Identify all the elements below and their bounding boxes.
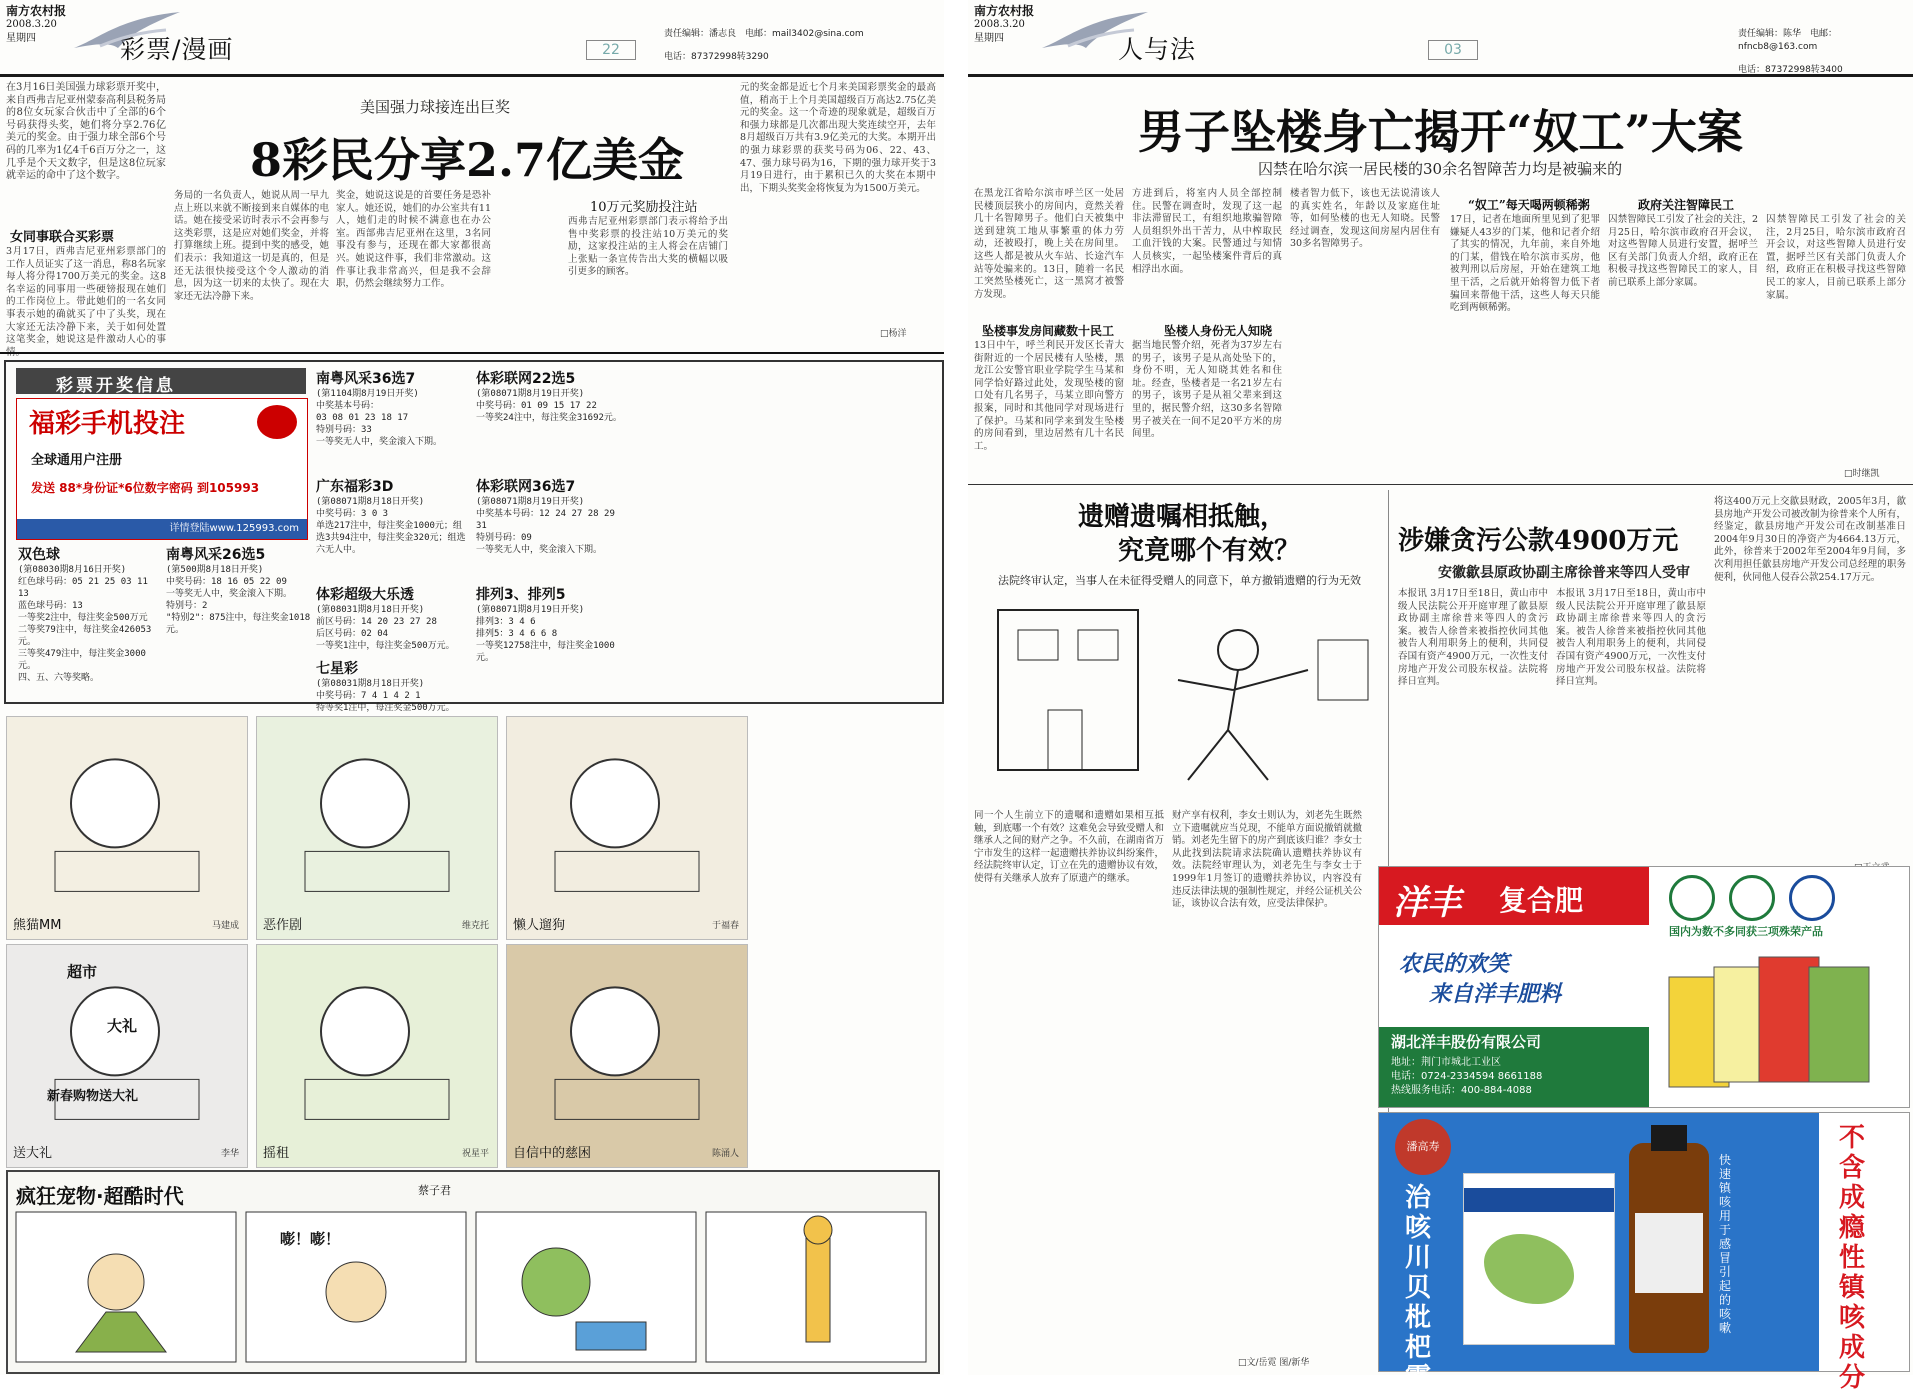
cartoon-title: 送大礼 xyxy=(13,1146,53,1161)
cartoon-title: 恶作剧 xyxy=(263,918,303,933)
will-illustration xyxy=(988,600,1388,800)
page-number: 22 xyxy=(586,40,636,60)
corruption-body-cont: 本报讯 3月17日至18日，黄山市中级人民法院公开开庭审理了歙县原政协副主席徐普来等四人的贪污案。被告人徐普来被指控伙同其他被告人利用职务上的便利，共同侵吞国有资产4900万元，一次性支付房地产开发公司股东权益。法院将择日宣判。 xyxy=(1556,588,1706,688)
strip-title: 疯狂宠物·超酷时代 xyxy=(16,1184,184,1208)
lottery-draw-name: 体彩联网36选7 xyxy=(476,479,576,495)
subhead-colleagues: 女同事联合买彩票 xyxy=(10,230,115,245)
lottery-draw-name: 七星彩 xyxy=(316,661,358,677)
cartoon-panel xyxy=(256,944,498,1168)
strip-speech-bubble: 嘭！嘭！ xyxy=(280,1230,341,1248)
date: 2008.3.20 xyxy=(6,19,57,30)
page-number: 03 xyxy=(1428,40,1478,60)
award-badge-icon xyxy=(1729,875,1775,921)
cartoon-panel xyxy=(256,716,498,940)
cartoon-drawing xyxy=(7,717,247,909)
comic-strip xyxy=(6,1170,940,1374)
cartoon-author: 陈涌人 xyxy=(711,1149,739,1159)
strip-drawing xyxy=(16,1212,930,1364)
medicine-ad xyxy=(1378,1112,1910,1393)
masthead xyxy=(6,4,66,46)
subhead-government: 政府关注智障民工 xyxy=(1638,198,1735,212)
article-title: 8彩民分享2.7亿美金 xyxy=(250,133,685,187)
right-page-header xyxy=(968,0,1913,77)
lottery-title: 彩票开奖信息 xyxy=(56,376,176,396)
byline: □时继凯 xyxy=(1844,469,1880,479)
article-deck: 囚禁在哈尔滨一居民楼的30余名智障苦力均是被骗来的 xyxy=(1258,160,1623,178)
cartoon-author: 祝星平 xyxy=(461,1149,489,1159)
will-body2: 财产享有权利，李女士则认为，刘老先生既然立下遗嘱就应当兑现，不能单方面说撤销就撤销。刘老先生留下的房产到底该归谁？李女士从此找到法院请求法院确认遗赠扶养协议有效。法院经审理认为，刘老先生与李女士于1999年1月签订的遗赠扶养协议，内容没有违反法律法规的强制性规定，并经公证机关公证，该协议合法有效，应受法律保护。 xyxy=(1172,810,1363,910)
fertilizer-slogan1: 农民的欢笑 xyxy=(1399,952,1510,977)
cartoon-sign-text: 大礼 xyxy=(107,1017,138,1035)
cartoon-author: 李华 xyxy=(220,1149,239,1159)
phone-text: 电话：87372998转3290 xyxy=(664,52,769,62)
lottery-draw-name: 南粤风采36选7 xyxy=(316,371,416,387)
welfare-lottery-logo-icon xyxy=(257,405,297,439)
fertilizer-header xyxy=(1379,867,1649,925)
fertilizer-bags-image xyxy=(1669,947,1899,1097)
will-title-line2: 究竟哪个有效？ xyxy=(1118,536,1301,566)
cartoon-author: 于福春 xyxy=(711,921,739,931)
fertilizer-phone: 电话：0724-2334594 8661188 xyxy=(1391,1071,1543,1082)
article-body4: 楼者智力低下，该也无法说清该人的真实姓名，年龄以及家庭住址等，如何坠楼的也无人知晓。民警经过调查，发现这间房屋内居住有30多名智障男子。 xyxy=(1290,188,1440,250)
lottery-header-bar xyxy=(16,368,306,394)
subhead-identity: 坠楼人身份无人知晓 xyxy=(1164,324,1273,338)
section-title: 人与法 xyxy=(1118,35,1197,64)
medicine-note: 快速镇咳 用于感冒引起的咳嗽 xyxy=(1719,1153,1732,1335)
cartoon-panel xyxy=(6,716,248,940)
article-kicker: 美国强力球接连出巨奖 xyxy=(360,98,511,116)
fertilizer-address: 地址：荆门市城北工业区 xyxy=(1391,1057,1501,1068)
lottery-draw-name: 体彩联网22选5 xyxy=(476,371,576,387)
cartoon-title: 摇租 xyxy=(263,1146,290,1161)
cartoon-sign-text: 超市 xyxy=(67,963,98,981)
subhead-porridge: “奴工”每天喝两顿稀粥 xyxy=(1468,198,1590,212)
date: 2008.3.20 xyxy=(974,19,1025,30)
editor-text: 责任编辑：陈华 电邮：nfncb8@163.com xyxy=(1738,29,1838,52)
article-body1: 3月17日，西弗吉尼亚州彩票部门的工作人员证实了这一消息，称8名玩家每人将分得1700万美元的奖金。这8名幸运的同事用一些硬镑报现在她们的工作岗位上。带此她们的一名女同事表示她的确就买了中了头奖，现在大家还无法冷静下来，关于如何处置这笔奖金，她说这是件激动人心的事 xyxy=(6,246,166,346)
left-page-header xyxy=(0,0,944,77)
mobile-ad-title: 福彩手机投注 xyxy=(29,409,186,439)
lottery-draw-info: (第08071期8月19日开奖) 排列3：3 4 6 排列5：3 4 6 6 8 一等奖12758注中，每注奖金1000元。 xyxy=(476,605,615,663)
lottery-draw-name: 双色球 xyxy=(18,547,60,563)
gutter xyxy=(944,0,968,1375)
medicine-brand-logo: 潘高寿 xyxy=(1395,1119,1451,1175)
cartoon-drawing xyxy=(257,945,497,1137)
lottery-info-box xyxy=(4,360,944,713)
editor-text: 责任编辑：潘志良 电邮：mail3402@sina.com xyxy=(664,29,864,39)
mobile-lottery-ad xyxy=(16,398,308,540)
cartoon-author: 维克托 xyxy=(461,921,489,931)
corruption-deck: 安徽歙县原政协副主席徐普来等四人受审 xyxy=(1438,565,1690,581)
cartoon-drawing xyxy=(507,717,747,909)
cartoon-title: 熊猫MM xyxy=(13,918,62,933)
cartoon-author: 马建成 xyxy=(211,921,239,931)
medicine-bottle-image xyxy=(1629,1143,1709,1353)
paper-name: 南方农村报 xyxy=(974,4,1035,18)
article-body6-cont: 囚禁智障民工引发了社会的关注，2月25日，哈尔滨市政府召开会议，对这些智障人员进行安置，据呼兰区有关部门负责人介绍，政府正在积极寻找这些智障民工的家人，目前已联系上部分家属。 xyxy=(1766,214,1906,301)
article-body6: 囚禁智障民工引发了社会的关注，2月25日，哈尔滨市政府召开会议，对这些智障人员进行安置，据呼兰区有关部门负责人介绍，政府正在积极寻找这些智障民工的家人，目前已联系上部分家属。 xyxy=(1608,214,1758,288)
cartoon-panel xyxy=(6,944,248,1168)
article-body1: 13日中午，呼兰利民开发区长青大街附近的一个居民楼有人坠楼，黑龙江公安警官职业学院学生马某和同学恰好路过此处，发现坠楼的窗口处有几名男子，马某立即向警方报案，同时和其他同学对现场进行了保护。马某和同学来到发生坠楼的房间看到，里边居然有几十名民工。 xyxy=(974,340,1124,452)
byline: □杨洋 xyxy=(880,329,907,339)
fertilizer-brand: 洋丰 xyxy=(1393,883,1461,923)
fertilizer-tagline: 国内为数不多同获三项殊荣产品 xyxy=(1669,925,1823,938)
lottery-draw-name: 排列3、排列5 xyxy=(476,587,566,603)
lottery-draw-info: (第08030期8月16日开奖) 红色球号码：05 21 25 03 11 13 蓝色球号码：13 一等奖2注中，每注奖金500万元 二等奖79注中，每注奖金426053元。 三等奖479注中，每注奖金3000元。 四、五、六等奖略。 xyxy=(18,565,152,683)
corruption-body2: 将这400万元上交歙县财政，2005年3月，歙县房地产开发公司被改制为徐普来个人所有，经鉴定，歙县房地产开发公司在改制基准日2004年9月30日的净资产为4664.13万元，此外，徐普来于2002年至2004年9月间，多次利用担任歙县房地产开发公司总经理的职务便利，伙同他人侵吞公款254.17万元。 xyxy=(1714,496,1906,583)
corruption-title: 涉嫌贪污公款4900万元 xyxy=(1398,526,1679,556)
lottery-draw-info: (第1104期8月19日开奖) 中奖基本号码： 03 08 01 23 18 17 特别号码：33 一等奖无人中，奖金滚入下期。 xyxy=(316,389,443,447)
article-body2: 务局的一名负责人，她说从周一早九点上班以来就不断接到来自媒体的电话。她在接受采访时表示不会再参与这类彩票，这是应对她们奖金，并将打算继续上班。提到中奖的感受，她们表示：我知道这一切是真的，但是还无法很快接受这个令人激动的消息，因为这一切来的太快了。现在大家还无法冷静下来。 xyxy=(174,190,329,302)
lottery-draw-info: (第08071期8月19日开奖) 中奖号码：01 09 15 17 22 一等奖24注中，每注奖金31692元。 xyxy=(476,389,622,423)
rule xyxy=(968,484,1913,485)
article-body: 在黑龙江省哈尔滨市呼兰区一处居民楼顶层狭小的房间内，竟然关着几十名智障男子。他们白天被集中送到建筑工地从事繁重的体力劳动，还被殴打，晚上关在房间里。这些人都是被从火车站、长途汽车站等处骗来的。13日，随着一名民工突然坠楼死亡，这一黑窝才被警方发现。 xyxy=(974,188,1124,300)
lottery-draw-info: (第08071期8月18日开奖) 中奖号码：3 0 3 单选217注中，每注奖金1000元；组选3共94注中，每注奖金320元；组选六无人中。 xyxy=(316,497,466,555)
weekday: 星期四 xyxy=(6,33,36,44)
fertilizer-hotline: 热线服务电话：400-884-4088 xyxy=(1391,1085,1532,1096)
article-body3: 奖金，她说这说是的首要任务是恐补家人。她还说，她们的办公室共有11人，她们走的时候不满意也在办公室。西部弗吉尼亚州在这里，3名同事没有参与，还现在都大家都很高兴。她说这件事，我们非常激动。这件事让我非常高兴，但是我不会辞职，仍然会继续努力工作。 xyxy=(336,190,491,290)
lottery-draw-info: (第08031期8月18日开奖) 中奖号码：7 4 1 4 2 1 特等奖1注中，每注奖金500万元。 xyxy=(316,679,455,713)
phone-text: 电话：87372998转3400 xyxy=(1738,65,1843,75)
article-body3: 据当地民警介绍，死者为37岁左右的男子，该男子是从高处坠下的，身份不明，无人知晓其姓名和住址。经查，坠楼者是一名21岁左右的男子，该男子是从祖父辈来到这里的，据民警介绍，这30多名智障男子被关在一间不足20平方米的房间里。 xyxy=(1132,340,1282,440)
lottery-draw-info: (第08071期8月19日开奖) 中奖基本号码：12 24 27 28 29 31 特别号码：09 一等奖无人中，奖金滚入下期。 xyxy=(476,497,615,555)
cartoon-drawing xyxy=(7,945,247,1137)
will-byline: □文/岳霓 图/新华 xyxy=(1238,1358,1310,1368)
editor-line xyxy=(664,28,864,64)
will-title-line1: 遗赠遗嘱相抵触， xyxy=(1078,502,1287,532)
lottery-draw-name: 广东福彩3D xyxy=(316,479,394,495)
cartoon-title: 自信中的慈困 xyxy=(513,1146,592,1161)
article-lead: 在3月16日美国强力球彩票开奖中，来自西弗吉尼亚州蒙泰高利县税务局的8位女玩家合伙击中了全部的6个号码获得头奖，她们将分享2.76亿美元的奖金。由于强力球全部6个号码的几率为1亿4千6百万分之一，这几乎是个天文数字，但是这8位玩家就幸运的命中了这个数字。 xyxy=(6,82,166,182)
lottery-draw-name: 体彩超级大乐透 xyxy=(316,587,414,603)
article-body5: 17日，记者在地面所里见到了犯罪嫌疑人43岁的门某，他和记者介绍了其实的情况，九年前，来自外地的门某，借钱在哈尔滨市买房，他被判刑以后房屋，开始在建筑工地里干活，之后就开始将智力低下者骗回来帮他干活，这些人每天只能吃到两顿稀粥。 xyxy=(1450,214,1600,314)
rule xyxy=(0,352,944,354)
corruption-body: 本报讯 3月17日至18日，黄山市中级人民法院公开开庭审理了歙县原政协副主席徐普来等四人的贪污案。被告人徐普来被指控伙同其他被告人利用职务上的便利，共同侵吞国有资产4900万元，一次性支付房地产开发公司股东权益。法院将择日宣判。 xyxy=(1398,588,1548,688)
lottery-draw-info: (第500期8月18日开奖) 中奖号码：18 16 05 22 09 一等奖无人中，奖金滚入下期。 特别号：2 "特别2"：875注中，每注奖金1018元。 xyxy=(166,565,311,635)
cartoon-sign-text: 新春购物送大礼 xyxy=(47,1089,139,1104)
fertilizer-ad xyxy=(1378,866,1910,1108)
strip-author: 蔡子君 xyxy=(418,1184,451,1197)
medicine-product-vertical: 治咳川贝枇杷露 xyxy=(1405,1183,1432,1393)
weekday: 星期四 xyxy=(974,33,1004,44)
cartoon-panel xyxy=(506,716,748,940)
mobile-ad-line1: 全球通用户注册 xyxy=(31,453,123,468)
article-body4: 西弗吉尼亚州彩票部门表示将给予出售中奖彩票的投注站10万美元的奖励，这家投注站的主人将会在店铺门上张贴一条宣传告出大奖的横幅以吸引更多的顾客。 xyxy=(568,216,728,278)
article-body5: 元的奖金都是近七个月来美国彩票奖金的最高值，稍高于上个月美国超级百万高达2.75亿美元的奖金。这一个奇迹的现象就是，超级百万和强力球都是几次都出现大奖连续空开，去年8月超级百万共有3.9亿美元的大奖。本期开出的强力球彩票的获奖号码为06、22、43、47、强力球号码为16，下期的强力球开奖于3月19日进行，由于累积已久的大奖在本期中出，下期头奖奖金将恢复为为1500万美元。 xyxy=(740,82,936,194)
subhead-room: 坠楼事发房间藏数十民工 xyxy=(982,324,1115,338)
cartoon-panel xyxy=(506,944,748,1168)
paper-name: 南方农村报 xyxy=(6,4,67,18)
cartoon-drawing xyxy=(257,717,497,909)
medicine-slogan: 不含成瘾性镇咳成分 xyxy=(1839,1123,1866,1393)
article-title: 男子坠楼身亡揭开“奴工”大案 xyxy=(1138,105,1743,159)
left-page xyxy=(0,0,944,1375)
cartoon-drawing xyxy=(507,945,747,1137)
mobile-ad-line2: 发送 88*身份证*6位数字密码 到105993 xyxy=(31,481,260,495)
right-page xyxy=(968,0,1913,1393)
will-deck: 法院终审认定，当事人在未征得受赠人的同意下，单方撤销遗赠的行为无效 xyxy=(998,574,1361,587)
will-body: 同一个人生前立下的遗嘱和遗赠如果相互抵触，到底哪一个有效？这难免会导致受赠人和继承人之间的财产之争。不久前，在湖南省万宁市发生的这样一起遗赠扶养协议纠纷案件，经法院终审认定，订立在先的遗赠协议有效，使得有关继承人放弃了原遗产的继承。 xyxy=(974,810,1165,884)
medicine-box-image xyxy=(1463,1173,1615,1345)
article-body2: 方进到后，将室内人员全部控制住。民警在调查时，发现了这一起非法滞留民工，有组织地欺骗智障人员组织外出干苦力，从中榨取民工血汗钱的大案。民警通过与知情人员核实，一起坠楼案件背后的真相浮出水面。 xyxy=(1132,188,1282,275)
fertilizer-slogan2: 来自洋丰肥料 xyxy=(1429,982,1562,1007)
lottery-draw-name: 南粤风采26选5 xyxy=(166,547,266,563)
fertilizer-company: 湖北洋丰股份有限公司 xyxy=(1391,1033,1542,1051)
cartoon-title: 懒人遛狗 xyxy=(513,918,566,933)
editor-line xyxy=(1738,28,1913,77)
award-badge-icon xyxy=(1789,875,1835,921)
fertilizer-product: 复合肥 xyxy=(1499,884,1584,917)
masthead xyxy=(974,4,1034,46)
lottery-draw-info: (第08031期8月18日开奖) 前区号码：14 20 23 27 28 后区号码：02 04 一等奖1注中，每注奖金500万元。 xyxy=(316,605,455,651)
fertilizer-contact xyxy=(1379,1027,1649,1107)
award-badge-icon xyxy=(1669,875,1715,921)
mobile-ad-site: 详情登陆www.125993.com xyxy=(17,519,307,539)
subhead-reward: 10万元奖励投注站 xyxy=(590,200,698,215)
section-title: 彩票/漫画 xyxy=(120,35,234,64)
